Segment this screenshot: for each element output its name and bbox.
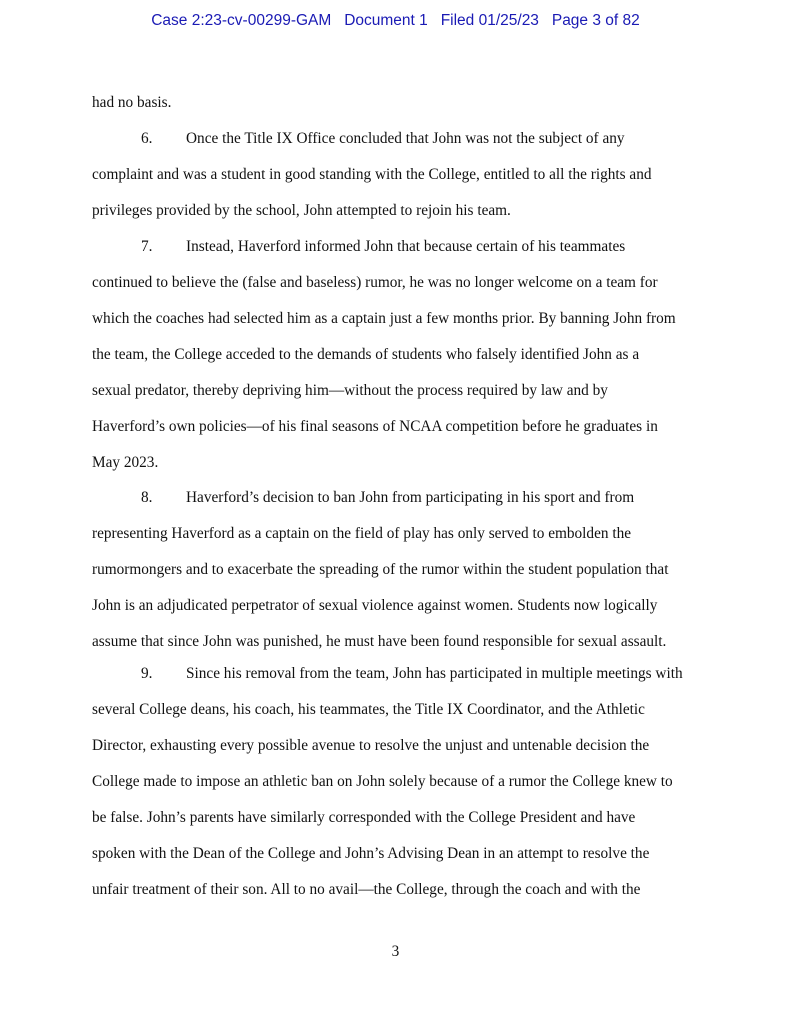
paragraph-line: College made to impose an athletic ban on John solely because of a rumor the College knew to (92, 773, 673, 790)
paragraph-line: be false. John’s parents have similarly corresponded with the College President and have (92, 809, 636, 826)
paragraph-line: Haverford’s own policies—of his final seasons of NCAA competition before he graduates in (92, 418, 658, 435)
paragraph-number: 7. (141, 238, 153, 255)
paragraph-line: John is an adjudicated perpetrator of sexual violence against women. Students now logically (92, 597, 658, 614)
paragraph-line: representing Haverford as a captain on the field of play has only served to embolden the (92, 525, 632, 542)
paragraph-line: unfair treatment of their son. All to no avail—the College, through the coach and with the (92, 881, 641, 898)
paragraph-line: the team, the College acceded to the demands of students who falsely identified John as a (92, 346, 640, 363)
paragraph-number: 9. (141, 665, 153, 682)
continuation-line: had no basis. (92, 94, 172, 111)
paragraph-line: privileges provided by the school, John attempted to rejoin his team. (92, 202, 511, 219)
page-number: 3 (391, 943, 400, 960)
paragraph-line: continued to believe the (false and baseless) rumor, he was no longer welcome on a team for (92, 274, 658, 291)
paragraph-line: Haverford’s decision to ban John from participating in his sport and from (186, 489, 635, 506)
paragraph-number: 8. (141, 489, 153, 506)
ecf-header: Case 2:23-cv-00299-GAM Document 1 Filed 01/25/23 Page 3 of 82 (151, 12, 640, 29)
paragraph-line: which the coaches had selected him as a captain just a few months prior. By banning John from (92, 310, 676, 327)
paragraph-line: Instead, Haverford informed John that because certain of his teammates (186, 238, 626, 255)
paragraph-line: assume that since John was punished, he must have been found responsible for sexual assault. (92, 633, 667, 650)
paragraph-line: May 2023. (92, 454, 159, 471)
paragraph-line: Director, exhausting every possible avenue to resolve the unjust and untenable decision the (92, 737, 650, 754)
paragraph-line: Once the Title IX Office concluded that John was not the subject of any (186, 130, 625, 147)
paragraph-number: 6. (141, 130, 153, 147)
paragraph-line: spoken with the Dean of the College and John’s Advising Dean in an attempt to resolve the (92, 845, 650, 862)
paragraph-line: several College deans, his coach, his teammates, the Title IX Coordinator, and the Athletic (92, 701, 645, 718)
paragraph-line: sexual predator, thereby depriving him—without the process required by law and by (92, 382, 608, 399)
paragraph-line: Since his removal from the team, John has participated in multiple meetings with (186, 665, 683, 682)
paragraph-line: rumormongers and to exacerbate the spreading of the rumor within the student population that (92, 561, 669, 578)
paragraph-line: complaint and was a student in good standing with the College, entitled to all the rights and (92, 166, 652, 183)
